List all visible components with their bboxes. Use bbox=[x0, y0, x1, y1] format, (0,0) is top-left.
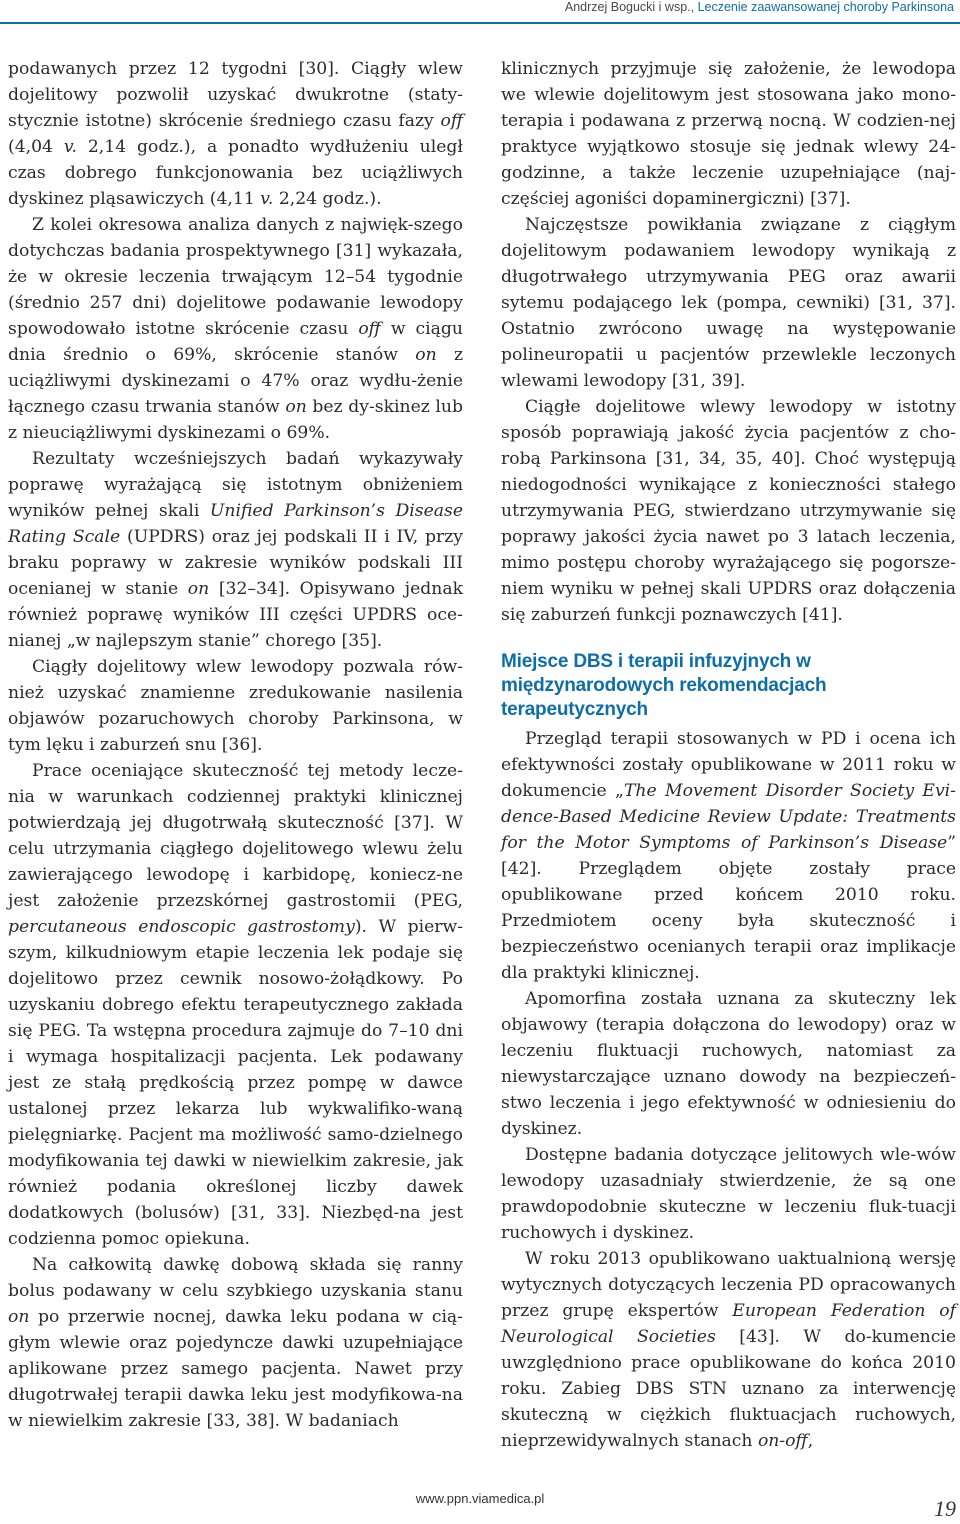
paragraph: Ciągły dojelitowy wlew lewodopy pozwala rów-nież uzyskać znamienne zredukowanie nasilenia objawów pozaruchowych choroby Parkinsona, w tym lęku i zaburzeń snu [36]. bbox=[8, 657, 463, 755]
page-number: 19 bbox=[934, 1496, 956, 1521]
header-rule bbox=[0, 22, 960, 24]
section-heading: Miejsce DBS i terapii infuzyjnych w międzynarodowych rekomendacjach terapeutycznych bbox=[501, 651, 827, 720]
paragraph: Prace oceniające skuteczność tej metody lecze-nia w warunkach codziennej praktyki klinicznej potwierdzają jej długotrwałą skuteczność [37]. W celu utrzymania ciągłego dojelitowego wlewu żelu zawierającego lewodopę i karbidopę, koniecz-ne jest założenie przezskórnej gastrostomii (PEG, percutaneous endoscopic gastrostomy). W pierw-szym, kilkudniowym etapie leczenia lek podaje się dojelitowo przez cewnik nosowo-żołądkowy. Po uzyskaniu dobrego efektu terapeutycznego zakłada się PEG. Ta wstępna procedura zajmuje do 7–10 dni i wymaga hospitalizacji pacjenta. Lek podawany jest ze stałą prędkością przez pompę w dawce ustalonej przez lekarza lub wykwalifiko-waną pielęgniarkę. Pacjent ma możliwość samo-dzielnego modyfikowania tej dawki w niewielkim zakresie, jak również podania określonej liczby dawek dodatkowych (bolusów) [31, 33]. Niezbęd-na jest codzienna pomoc opiekuna. bbox=[8, 761, 464, 1249]
paragraph: podawanych przez 12 tygodni [30]. Ciągły wlew dojelitowy pozwolił uzyskać dwukrotne (staty-stycznie istotne) skrócenie średniego czasu fazy off (4,04 v. 2,14 godz.), a ponadto wydłużeniu uległ czas dobrego funkcjonowania bez uciążliwych dyskinez pląsawiczych (4,11 v. 2,24 godz.). bbox=[8, 59, 463, 209]
paragraph: Przegląd terapii stosowanych w PD i ocena ich efektywności zostały opublikowane w 2011 roku w dokumencie „The Movement Disorder Society Evi-dence-Based Medicine Review Update: Treatments for the Motor Symptoms of Parkinson’s Disease” [42]. Przeglądem objęte zostały prace opublikowane przed końcem 2010 roku. Przedmiotem oceny była skuteczność i bezpieczeństwo ocenianych terapii oraz implikacje dla praktyki klinicznej. bbox=[501, 729, 956, 983]
paragraph: klinicznych przyjmuje się założenie, że lewodopa we wlewie dojelitowym jest stosowana jako mono-terapia i podawana z przerwą nocną. W codzien-nej praktyce wyjątkowo stosuje się jednak wlewy 24-godzinne, a także leczenie uzupełniające (naj-częściej agoniści dopaminergiczni) [37]. bbox=[501, 59, 956, 209]
paragraph: Najczęstsze powikłania związane z ciągłym dojelitowym podawaniem lewodopy wynikają z długotrwałego utrzymywania PEG oraz awarii sytemu podającego lek (pompa, cewniki) [31, 37]. Ostatnio zwrócono uwagę na występowanie polineuropatii u pacjentów przewlekle leczonych wlewami lewodopy [31, 39]. bbox=[501, 215, 956, 391]
header-authors: Andrzej Bogucki i wsp., bbox=[564, 0, 698, 14]
header-series-title: Leczenie zaawansowanej choroby Parkinsona bbox=[697, 0, 954, 14]
left-column bbox=[8, 56, 463, 1434]
right-column bbox=[501, 56, 956, 1454]
paragraph: Apomorfina została uznana za skuteczny lek objawowy (terapia dołączona do lewodopy) oraz w leczeniu fluktuacji ruchowych, natomiast za niewystarczające uznano dowody na bezpieczeń-stwo leczenia i jego efektywność w odniesieniu do dyskinez. bbox=[501, 989, 956, 1139]
paragraph: Ciągłe dojelitowe wlewy lewodopy w istotny sposób poprawiają jakość życia pacjentów z cho-robą Parkinsona [31, 34, 35, 40]. Choć występują niedogodności wynikające z konieczności stałego utrzymywania PEG, stwierdzano utrzymywanie się poprawy jakości życia nawet po 3 latach leczenia, mimo postępu choroby wyrażającego się pogorsze-niem wyniku w pełnej skali UPDRS oraz dołączenia się zaburzeń funkcji poznawczych [41]. bbox=[501, 397, 956, 625]
paragraph: Na całkowitą dawkę dobową składa się ranny bolus podawany w celu szybkiego uzyskania stanu on po przerwie nocnej, dawka leku podana w cią-głym wlewie oraz pojedyncze dawki uzupełniające aplikowane przez samego pacjenta. Nawet przy długotrwałej terapii dawka leku jest modyfikowa-na w niewielkim zakresie [33, 38]. W badaniach bbox=[8, 1255, 463, 1431]
paragraph: Z kolei okresowa analiza danych z najwięk-szego dotychczas badania prospektywnego [31] wykazała, że w okresie leczenia trwającym 12–54 tygodnie (średnio 257 dni) dojelitowe podawanie lewodopy spowodowało istotne skrócenie czasu off w ciągu dnia średnio o 69%, skrócenie stanów on z uciążliwymi dyskinezami o 47% oraz wydłu-żenie łącznego czasu trwania stanów on bez dy-skinez lub z nieuciążliwymi dyskinezami o 69%. bbox=[8, 215, 463, 443]
paragraph: Dostępne badania dotyczące jelitowych wle-wów lewodopy uzasadniały stwierdzenie, że są one prawdopodobnie skuteczne w leczeniu fluk-tuacji ruchowych i dyskinez. bbox=[501, 1145, 956, 1243]
paragraph: Rezultaty wcześniejszych badań wykazywały poprawę wyrażającą się istotnym obniżeniem wyników pełnej skali Unified Parkinson’s Disease Rating Scale (UPDRS) oraz jej podskali II i IV, przy braku poprawy w zakresie wyników podskali III ocenianej w stanie on [32–34]. Opisywano jednak również poprawę wyników III części UPDRS oce-nianej „w najlepszym stanie” chorego [35]. bbox=[8, 449, 463, 651]
paragraph: W roku 2013 opublikowano uaktualnioną wersję wytycznych dotyczących leczenia PD opracowanych przez grupę ekspertów European Federation of Neurological Societies [43]. W do-kumencie uwzględniono prace opublikowane do końca 2010 roku. Zabieg DBS STN uznano za interwencję skuteczną w ciężkich fluktuacjach ruchowych, nieprzewidywalnych stanach on-off, bbox=[501, 1249, 956, 1451]
footer-url: www.ppn.viamedica.pl bbox=[415, 1491, 545, 1506]
running-header bbox=[565, 0, 954, 17]
